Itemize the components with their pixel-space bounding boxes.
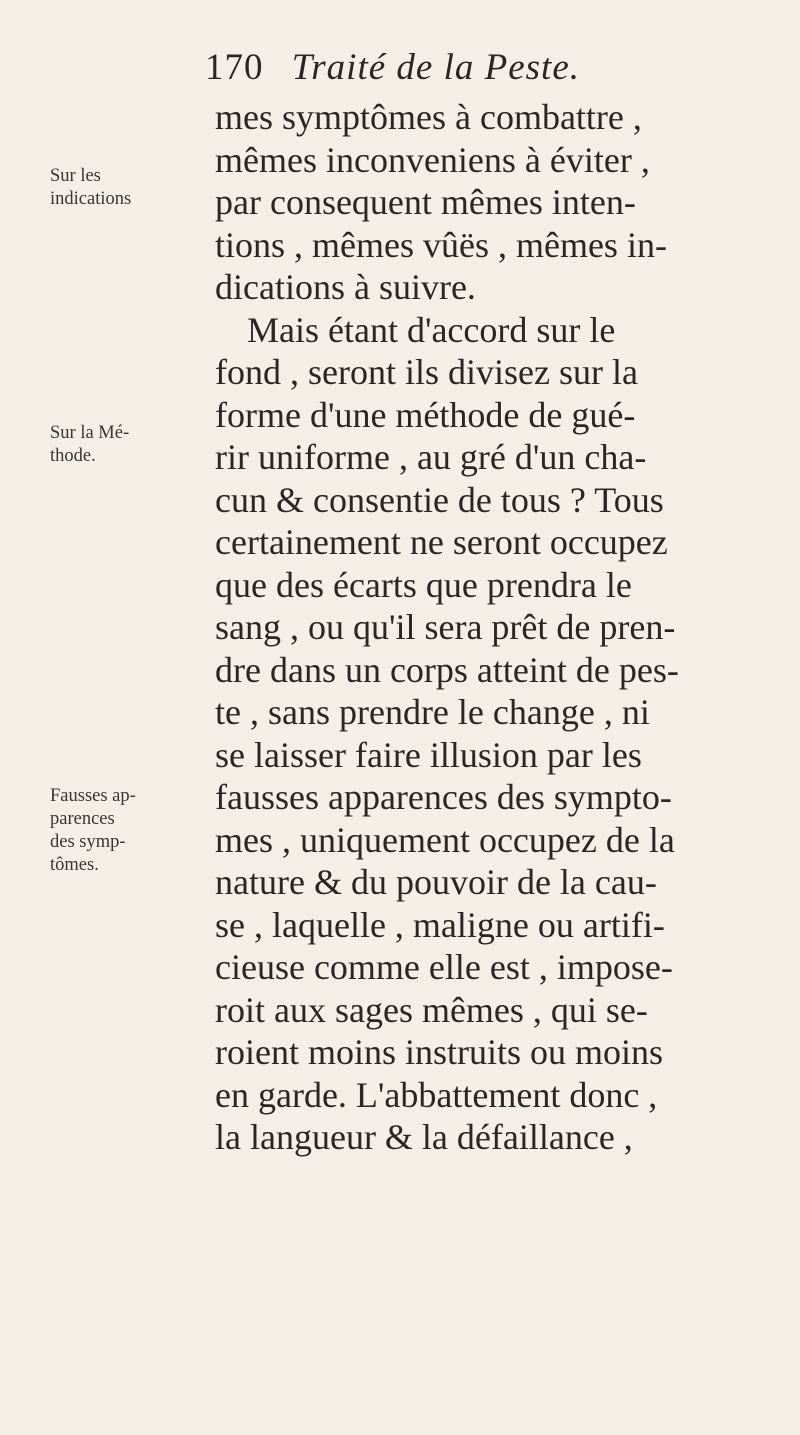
text-line: roit aux sages mêmes , qui se- — [215, 989, 648, 1030]
margin-note-methode — [50, 422, 210, 468]
text-line: la langueur & la défaillance , — [215, 1117, 633, 1157]
text-line: mes , uniquement occupez de la — [215, 819, 675, 860]
text-line: fond , seront ils divisez sur la — [215, 352, 638, 392]
page-number: 170 — [205, 47, 264, 88]
text-line: que des écarts que prendra le — [215, 564, 632, 605]
text-line: tions , mêmes vûës , mêmes in- — [215, 224, 667, 265]
margin-note-line: tômes. — [50, 855, 99, 875]
text-line: Mais étant d'accord sur le — [247, 309, 616, 350]
margin-note-line: Fausses ap- — [50, 786, 136, 806]
text-line: en garde. L'abbattement donc , — [215, 1074, 658, 1115]
text-line: sang , ou qu'il sera prêt de pren- — [215, 607, 676, 647]
text-line: se laisser faire illusion par les — [215, 734, 642, 775]
margin-note-line: thode. — [50, 446, 96, 466]
margin-note-line: des symp- — [50, 832, 126, 852]
text-line: dications à suivre. — [215, 267, 476, 307]
text-line: te , sans prendre le change , ni — [215, 692, 650, 732]
text-line: cieuse comme elle est , impose- — [215, 947, 673, 987]
margin-note-fausses-apparences — [50, 785, 210, 877]
text-line: se , laquelle , maligne ou artifi- — [215, 904, 665, 945]
text-line: cun & consentie de tous ? Tous — [215, 479, 664, 520]
text-line: mêmes inconveniens à éviter , — [215, 139, 650, 180]
body-text — [215, 96, 785, 1159]
text-line: forme d'une méthode de gué- — [215, 394, 636, 435]
margin-note-line: parences — [50, 809, 115, 829]
text-line: roient moins instruits ou moins — [215, 1032, 664, 1072]
text-line: rir uniforme , au gré d'un cha- — [215, 437, 647, 477]
margin-note-line: Sur la Mé- — [50, 423, 130, 443]
text-line: fausses apparences des sympto- — [215, 777, 672, 817]
text-line: mes symptômes à combattre , — [215, 97, 642, 137]
text-line: dre dans un corps atteint de pes- — [215, 649, 679, 690]
text-line: nature & du pouvoir de la cau- — [215, 862, 657, 902]
margin-note-indications — [50, 165, 210, 211]
margin-note-line: Sur les — [50, 166, 101, 186]
text-line: par consequent mêmes inten- — [215, 182, 636, 222]
margin-note-line: indications — [50, 189, 132, 209]
running-title: Traité de la Peste. — [291, 47, 580, 88]
text-line: certainement ne seront occupez — [215, 522, 668, 562]
page-header — [205, 46, 580, 89]
